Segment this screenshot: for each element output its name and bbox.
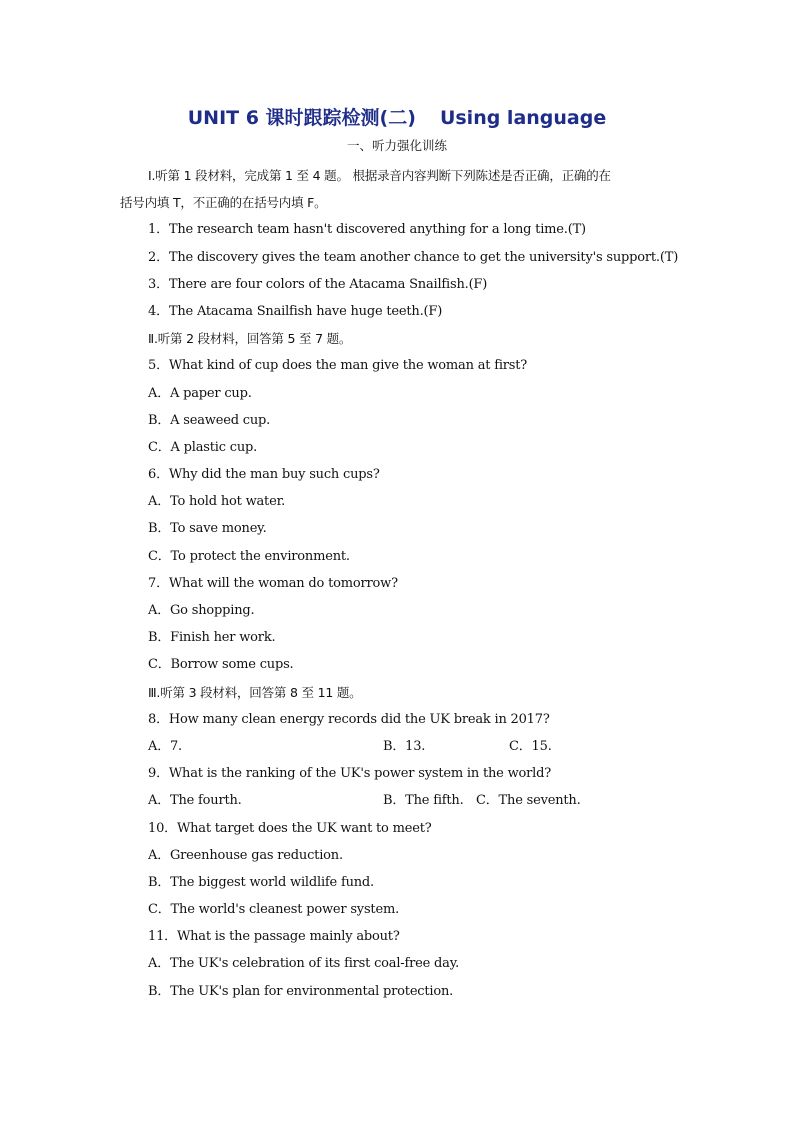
option-10b: B．The biggest world wildlife fund. [148, 874, 374, 890]
question-4: 4．The Atacama Snailfish have huge teeth.(F) [148, 303, 443, 319]
option-9a: A．The fourth. [148, 793, 242, 809]
option-5c: C．A plastic cup. [148, 439, 258, 455]
section3-instruction: Ⅲ.听第 3 段材料，回答第 8 至 11 题。 [148, 684, 362, 700]
option-9b: B．The fifth. [383, 793, 464, 809]
question-8: 8．How many clean energy records did the UK break in 2017? [148, 711, 550, 727]
option-6a: A．To hold hot water. [148, 494, 286, 510]
exercise-content [120, 162, 680, 1005]
section-heading: 一、听力强化训练 [346, 138, 447, 153]
option-7b: B．Finish her work. [148, 630, 276, 646]
option-6c: C．To protect the environment. [148, 548, 350, 564]
option-8b: B．13. [383, 738, 426, 754]
option-10a: A．Greenhouse gas reduction. [148, 847, 343, 863]
title-main: UNIT 6 课时跟踪检测(二) [187, 107, 416, 129]
options-8 [120, 733, 680, 760]
question-10: 10．What target does the UK want to meet? [148, 820, 432, 836]
option-10c: C．The world's cleanest power system. [148, 902, 399, 918]
question-11: 11．What is the passage mainly about? [148, 929, 400, 945]
question-3: 3．There are four colors of the Atacama Snailfish.(F) [148, 276, 488, 292]
question-2: 2．The discovery gives the team another chance to get the university's support.(T) [148, 249, 679, 265]
section2-instruction: Ⅱ.听第 2 段材料，回答第 5 至 7 题。 [148, 331, 352, 347]
question-5: 5．What kind of cup does the man give the woman at first? [148, 358, 528, 374]
question-1: 1．The research team hasn't discovered anything for a long time.(T) [148, 222, 586, 238]
options-9 [120, 787, 680, 814]
question-6: 6．Why did the man buy such cups? [148, 467, 380, 483]
section1-instruction-cont: 括号内填 T，不正确的在括号内填 F。 [120, 195, 327, 211]
option-8a: A．7. [148, 738, 182, 754]
page-title [0, 104, 794, 132]
option-5b: B．A seaweed cup. [148, 412, 271, 428]
title-sub: Using language [439, 107, 607, 129]
option-5a: A．A paper cup. [148, 385, 252, 401]
option-7a: A．Go shopping. [148, 603, 255, 618]
question-9: 9．What is the ranking of the UK's power system in the world? [148, 766, 552, 782]
option-9c: C．The seventh. [476, 793, 581, 809]
option-11b: B．The UK's plan for environmental protection. [148, 983, 454, 999]
option-7c: C．Borrow some cups. [148, 657, 294, 673]
section1-instruction: Ⅰ.听第 1 段材料，完成第 1 至 4 题。 根据录音内容判断下列陈述是否正确，正确的在 [148, 168, 611, 183]
option-11a: A．The UK's celebration of its first coal-free day. [148, 956, 460, 972]
option-8c: C．15. [509, 738, 552, 754]
option-6b: B．To save money. [148, 521, 267, 537]
question-7: 7．What will the woman do tomorrow? [148, 575, 398, 591]
